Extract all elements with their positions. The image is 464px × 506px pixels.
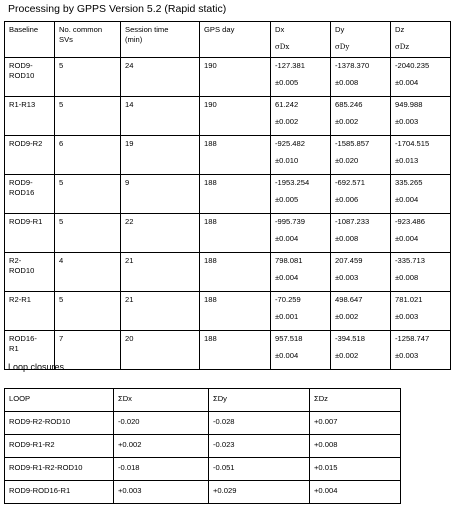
common-svs-cell-value: 6 [59,139,64,148]
std-dev: ±0.003 [395,312,419,321]
cell-value: +0.004 [314,486,338,495]
table-row [5,435,401,458]
value: 781.021 [395,295,423,304]
session-time-cell-value: 21 [125,295,134,304]
std-dev: ±0.002 [275,117,299,126]
header-sum-dy [209,389,310,412]
baseline-cell [5,175,55,214]
std-dev: ±0.004 [395,234,419,243]
session-time-cell-value: 24 [125,61,134,70]
header-gps-day [200,22,271,58]
baseline-cell [5,214,55,253]
session-time-cell [121,292,200,331]
loop-cell [5,435,114,458]
gps-day-cell-value: 188 [204,334,217,343]
session-time-cell-value: 20 [125,334,134,343]
cell-value: ROD9-R1-R2-ROD10 [9,463,83,472]
std-dev: ±0.004 [275,273,299,282]
common-svs-cell-value: 5 [59,61,64,70]
header-text: LOOP [9,394,31,403]
dy-cell [331,136,391,175]
dy-cell [331,97,391,136]
sum-dx-cell [114,458,209,481]
std-dev: ±0.001 [275,312,299,321]
header-dz [391,22,451,58]
common-svs-cell [55,331,121,370]
value: -1258.747 [395,334,430,343]
table-row [5,253,451,292]
value: 61.242 [275,100,299,109]
dz-cell [391,136,451,175]
baseline-name: ROD16 [9,188,35,197]
header-text: ΣDx [118,394,132,403]
header-baseline [5,22,55,58]
value: 498.647 [335,295,363,304]
header-text: Session time [125,25,169,34]
sum-dx-cell [114,481,209,504]
header-text: σDx [275,43,290,51]
cell-value: ROD9-ROD16-R1 [9,486,71,495]
cell-value: -0.020 [118,417,140,426]
baseline-cell [5,58,55,97]
std-dev: ±0.005 [275,78,299,87]
session-time-cell-value: 14 [125,100,134,109]
table-row [5,292,451,331]
common-svs-cell [55,292,121,331]
table-row [5,331,451,370]
std-dev: ±0.005 [275,195,299,204]
std-dev: ±0.013 [395,156,419,165]
gps-day-cell-value: 188 [204,217,217,226]
cell-value: -0.023 [213,440,235,449]
gps-day-cell [200,58,271,97]
std-dev: ±0.008 [395,273,419,282]
cell-value: +0.002 [118,440,142,449]
baseline-name: ROD10 [9,71,35,80]
loop-header-row [5,389,401,412]
sum-dz-cell [310,412,401,435]
dx-cell [271,214,331,253]
cell-value: +0.029 [213,486,237,495]
header-dx [271,22,331,58]
loop-closures-table [4,388,401,504]
value: -1378.370 [335,61,370,70]
header-text: (min) [125,35,143,44]
sum-dx-cell [114,412,209,435]
sum-dy-cell [209,412,310,435]
gps-day-cell [200,331,271,370]
cell-value: +0.007 [314,417,338,426]
cell-value: -0.018 [118,463,140,472]
dy-cell [331,175,391,214]
baseline-name: R2-R1 [9,295,31,304]
common-svs-cell-value: 7 [59,334,64,343]
value: -1585.857 [335,139,370,148]
std-dev: ±0.006 [335,195,359,204]
gps-day-cell [200,214,271,253]
gps-day-cell-value: 188 [204,139,217,148]
session-time-cell [121,253,200,292]
gps-day-cell-value: 190 [204,61,217,70]
cell-value: -0.051 [213,463,235,472]
baseline-cell [5,292,55,331]
table-row [5,412,401,435]
header-dy [331,22,391,58]
sum-dy-cell [209,458,310,481]
common-svs-cell [55,58,121,97]
value: -394.518 [335,334,365,343]
dy-cell [331,331,391,370]
header-text: ΣDz [314,394,328,403]
session-time-cell-value: 22 [125,217,134,226]
dz-cell [391,175,451,214]
header-sum-dz [310,389,401,412]
std-dev: ±0.002 [335,117,359,126]
gps-day-cell-value: 188 [204,295,217,304]
cell-value: +0.015 [314,463,338,472]
header-common-svs [55,22,121,58]
header-text: SVs [59,35,73,44]
sum-dz-cell [310,458,401,481]
baseline-cell [5,97,55,136]
value: -127.381 [275,61,305,70]
common-svs-cell-value: 4 [59,256,64,265]
table-row [5,58,451,97]
dx-cell [271,97,331,136]
baseline-name: R2- [9,256,22,265]
value: -923.486 [395,217,425,226]
value: -1704.515 [395,139,430,148]
dx-cell [271,331,331,370]
header-text: Dy [335,25,345,34]
std-dev: ±0.020 [335,156,359,165]
std-dev: ±0.004 [275,234,299,243]
table-row [5,214,451,253]
dy-cell [331,292,391,331]
value: 685.246 [335,100,363,109]
table-row [5,136,451,175]
header-sum-dx [114,389,209,412]
dx-cell [271,292,331,331]
dx-cell [271,136,331,175]
gps-day-cell-value: 188 [204,178,217,187]
session-time-cell [121,136,200,175]
std-dev: ±0.002 [335,312,359,321]
session-time-cell [121,214,200,253]
table-row [5,458,401,481]
dx-cell [271,253,331,292]
dz-cell [391,58,451,97]
std-dev: ±0.003 [335,273,359,282]
gps-day-cell [200,292,271,331]
baseline-name: ROD10 [9,266,35,275]
std-dev: ±0.003 [395,351,419,360]
header-loop [5,389,114,412]
sum-dy-cell [209,481,310,504]
dz-cell [391,253,451,292]
session-time-cell [121,175,200,214]
common-svs-cell [55,214,121,253]
common-svs-cell-value: 5 [59,217,64,226]
value: -995.739 [275,217,305,226]
dy-cell [331,214,391,253]
std-dev: ±0.004 [395,78,419,87]
gps-day-cell [200,97,271,136]
header-text: Dx [275,25,285,34]
value: -925.482 [275,139,305,148]
dz-cell [391,214,451,253]
cell-value: ROD9-R2-ROD10 [9,417,71,426]
table-row [5,175,451,214]
session-time-cell [121,97,200,136]
cell-value: +0.003 [118,486,142,495]
header-text: Dz [395,25,405,34]
sum-dz-cell [310,435,401,458]
header-text: ΣDy [213,394,227,403]
table-row [5,97,451,136]
header-text: GPS day [204,25,235,34]
std-dev: ±0.004 [395,195,419,204]
dz-cell [391,97,451,136]
cell-value: -0.028 [213,417,235,426]
gps-day-cell [200,253,271,292]
std-dev: ±0.003 [395,117,419,126]
header-text: σDy [335,43,350,51]
value: 335.265 [395,178,423,187]
value: -1087.233 [335,217,370,226]
cell-value: +0.008 [314,440,338,449]
sum-dy-cell [209,435,310,458]
gps-day-cell-value: 190 [204,100,217,109]
common-svs-cell [55,253,121,292]
dy-cell [331,253,391,292]
dx-cell [271,175,331,214]
baseline-name: R1 [9,344,19,353]
loop-cell [5,481,114,504]
gps-day-cell [200,136,271,175]
common-svs-cell [55,175,121,214]
std-dev: ±0.008 [335,78,359,87]
header-text: σDz [395,43,410,51]
common-svs-cell-value: 5 [59,178,64,187]
gps-day-cell [200,175,271,214]
dz-cell [391,331,451,370]
value: -70.259 [275,295,301,304]
value: -692.571 [335,178,365,187]
header-session-time [121,22,200,58]
loop-closures-title: Loop closures [8,362,65,372]
common-svs-cell-value: 5 [59,295,64,304]
baseline-name: ROD9-R2 [9,139,43,148]
value: -1953.254 [275,178,310,187]
table-header-row [5,22,451,58]
loop-cell [5,458,114,481]
value: -2040.235 [395,61,430,70]
value: 949.988 [395,100,423,109]
sum-dz-cell [310,481,401,504]
cell-value: ROD9-R1-R2 [9,440,55,449]
gps-day-cell-value: 188 [204,256,217,265]
baseline-name: R1-R13 [9,100,36,109]
session-time-cell [121,331,200,370]
std-dev: ±0.002 [335,351,359,360]
loop-cell [5,412,114,435]
value: 957.518 [275,334,303,343]
baseline-cell [5,136,55,175]
baseline-name: ROD9- [9,61,33,70]
value: 798.081 [275,256,303,265]
dz-cell [391,292,451,331]
table-row [5,481,401,504]
header-text: Baseline [9,25,39,34]
dy-cell [331,58,391,97]
std-dev: ±0.008 [335,234,359,243]
std-dev: ±0.010 [275,156,299,165]
value: -335.713 [395,256,425,265]
sum-dx-cell [114,435,209,458]
header-text: No. common [59,25,103,34]
page-title: Processing by GPPS Version 5.2 (Rapid static) [8,3,227,15]
baseline-name: ROD16- [9,334,37,343]
baseline-cell [5,253,55,292]
session-time-cell-value: 19 [125,139,134,148]
session-time-cell [121,58,200,97]
dx-cell [271,58,331,97]
value: 207.459 [335,256,363,265]
session-time-cell-value: 21 [125,256,134,265]
std-dev: ±0.004 [275,351,299,360]
baseline-table [4,21,451,370]
session-time-cell-value: 9 [125,178,130,187]
baseline-name: ROD9-R1 [9,217,43,226]
common-svs-cell-value: 5 [59,100,64,109]
baseline-name: ROD9- [9,178,33,187]
common-svs-cell [55,97,121,136]
common-svs-cell [55,136,121,175]
